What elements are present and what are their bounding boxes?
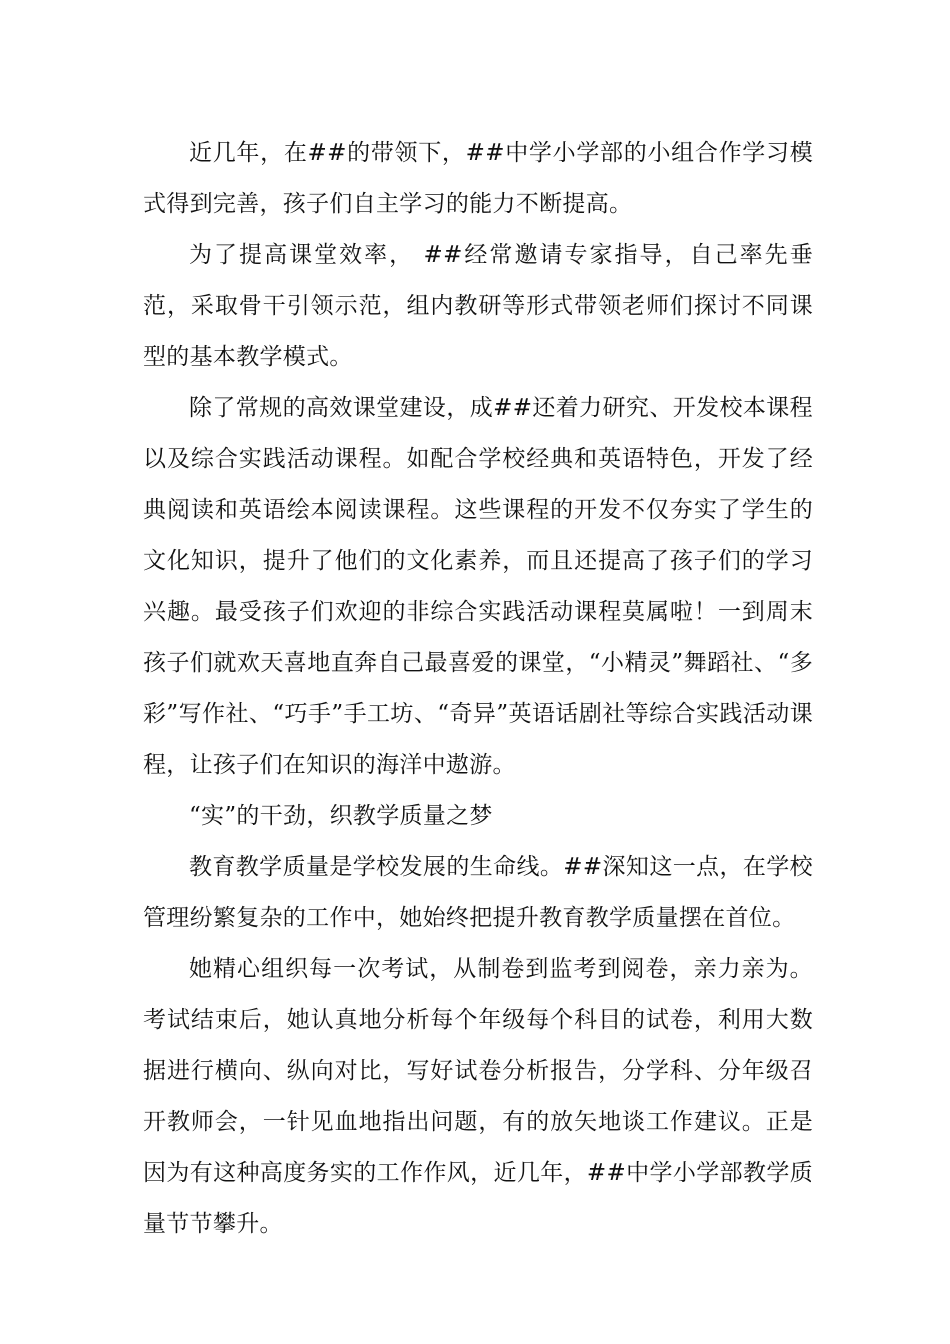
- document-body: [143, 128, 813, 1250]
- section-heading: “实”的干劲，织教学质量之梦: [189, 803, 493, 829]
- paragraph-quality: 教育教学质量是学校发展的生命线。##深知这一点，在学校管理纷繁复杂的工作中，她始终把提升教育教学质量摆在首位。: [143, 854, 813, 931]
- paragraph-intro: 近几年，在##的带领下，##中学小学部的小组合作学习模式得到完善，孩子们自主学习的能力不断提高。: [143, 140, 813, 217]
- paragraph-curriculum: 除了常规的高效课堂建设，成##还着力研究、开发校本课程以及综合实践活动课程。如配合学校经典和英语特色，开发了经典阅读和英语绘本阅读课程。这些课程的开发不仅夯实了学生的文化知识，提升了他们的文化素养，而且还提高了孩子们的学习兴趣。最受孩子们欢迎的非综合实践活动课程莫属啦！一到周末孩子们就欢天喜地直奔自己最喜爱的课堂，“小精灵”舞蹈社、“多彩”写作社、“巧手”手工坊、“奇异”英语话剧社等综合实践活动课程，让孩子们在知识的海洋中遨游。: [143, 395, 813, 778]
- paragraph-exams: 她精心组织每一次考试，从制卷到监考到阅卷，亲力亲为。考试结束后，她认真地分析每个年级每个科目的试卷，利用大数据进行横向、纵向对比，写好试卷分析报告，分学科、分年级召开教师会，一针见血地指出问题，有的放矢地谈工作建议。正是因为有这种高度务实的工作作风，近几年，##中学小学部教学质量节节攀升。: [143, 956, 813, 1237]
- paragraph-classroom-efficiency: 为了提高课堂效率， ##经常邀请专家指导，自己率先垂范，采取骨干引领示范，组内教研等形式带领老师们探讨不同课型的基本教学模式。: [143, 242, 813, 370]
